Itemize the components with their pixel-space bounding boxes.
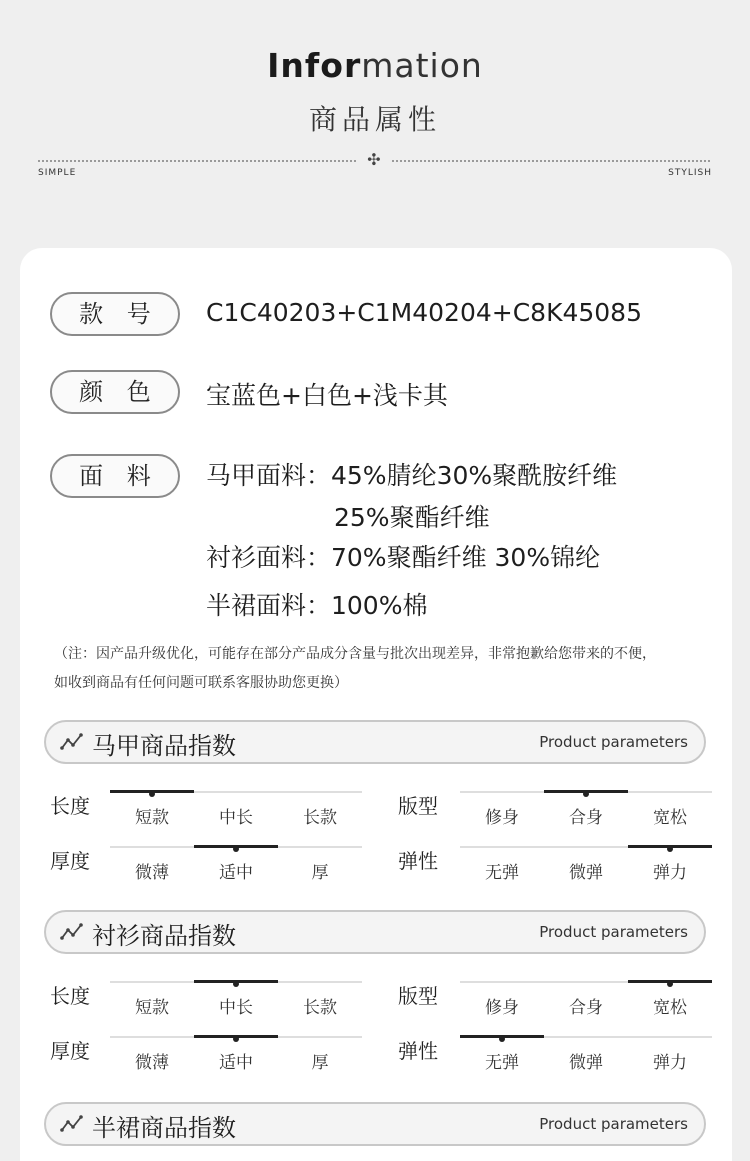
param-label: 长度: [50, 794, 90, 818]
page-title: [0, 46, 750, 85]
scale-option-selected: [194, 1036, 278, 1076]
section-title: 半裙商品指数: [92, 1114, 236, 1142]
scale-option-label: 合身: [569, 998, 603, 1018]
scale-option-label: 长款: [303, 998, 337, 1018]
scale-option: [460, 981, 544, 1021]
param-label: 弹性: [398, 1039, 438, 1063]
section-header-vest: [44, 720, 706, 764]
page-subtitle: 商品属性: [308, 103, 441, 136]
scale-option-label: 适中: [219, 863, 253, 883]
scale-option-label: 长款: [303, 808, 337, 828]
param-scale: [460, 846, 712, 886]
scale-option: [278, 846, 362, 886]
fabric-line: 半裙面料：100%棉: [206, 591, 428, 620]
style-number-value: C1C40203+C1M40204+C8K45085: [206, 298, 642, 327]
scale-option: [194, 791, 278, 831]
scale-option: [460, 846, 544, 886]
scale-option-label: 厚: [311, 1053, 329, 1073]
scale-option-selected: [628, 846, 712, 886]
section-title: 马甲商品指数: [92, 732, 236, 760]
scale-option-label: 无弹: [485, 863, 519, 883]
trend-line-icon: [60, 922, 84, 942]
scale-option-label: 适中: [219, 1053, 253, 1073]
scale-option-selected: [194, 981, 278, 1021]
scale-option-selected: [628, 981, 712, 1021]
scale-option-selected: [460, 1036, 544, 1076]
stylish-tag: STYLISH: [668, 168, 712, 178]
param-scale: [460, 981, 712, 1021]
section-header-skirt: [44, 1102, 706, 1146]
scale-option: [544, 981, 628, 1021]
scale-option-label: 短款: [135, 808, 169, 828]
scale-option: [110, 981, 194, 1021]
divider-right: [392, 160, 710, 162]
color-value: 宝蓝色+白色+浅卡其: [206, 381, 448, 410]
scale-option: [544, 846, 628, 886]
scale-option-selected: [194, 846, 278, 886]
param-label: 弹性: [398, 849, 438, 873]
scale-option-label: 修身: [485, 998, 519, 1018]
scale-option-label: 宽松: [653, 998, 687, 1018]
scale-option-label: 弹力: [653, 863, 687, 883]
scale-option: [628, 791, 712, 831]
scale-option: [278, 791, 362, 831]
section-subtitle: Product parameters: [539, 1115, 688, 1133]
param-scale: [110, 791, 362, 831]
param-label: 厚度: [50, 1039, 90, 1063]
scale-option: [544, 1036, 628, 1076]
fabric-line: 马甲面料：45%腈纶30%聚酰胺纤维: [206, 461, 618, 490]
trend-line-icon: [60, 1114, 84, 1134]
scale-option-label: 无弹: [485, 1053, 519, 1073]
section-subtitle: Product parameters: [539, 733, 688, 751]
scale-option-label: 微薄: [135, 1053, 169, 1073]
param-scale: [460, 791, 712, 831]
scale-option-selected: [110, 791, 194, 831]
scale-option-label: 中长: [219, 808, 253, 828]
info-card: [20, 248, 732, 1161]
fabric-line: 25%聚酯纤维: [334, 503, 490, 532]
fabric-line: 衬衫面料：70%聚酯纤维 30%锦纶: [206, 543, 601, 572]
param-scale: [110, 981, 362, 1021]
title-light-part: mation: [361, 46, 483, 85]
style-number-label: 款 号: [50, 292, 180, 336]
divider-left: [38, 160, 356, 162]
param-label: 版型: [398, 984, 438, 1008]
param-scale: [460, 1036, 712, 1076]
scale-option: [110, 846, 194, 886]
scale-option: [278, 1036, 362, 1076]
color-label: 颜 色: [50, 370, 180, 414]
param-label: 厚度: [50, 849, 90, 873]
scale-option-label: 中长: [219, 998, 253, 1018]
scale-option-selected: [544, 791, 628, 831]
fabric-label: 面 料: [50, 454, 180, 498]
param-scale: [110, 846, 362, 886]
scale-option-label: 合身: [569, 808, 603, 828]
title-bold-part: Infor: [267, 46, 362, 85]
scale-option-label: 宽松: [653, 808, 687, 828]
scale-option: [628, 1036, 712, 1076]
param-scale: [110, 1036, 362, 1076]
scale-option-label: 微薄: [135, 863, 169, 883]
note-line: 如收到商品有任何问题可联系客服协助您更换）: [54, 675, 348, 691]
scale-option-label: 修身: [485, 808, 519, 828]
param-label: 版型: [398, 794, 438, 818]
section-header-shirt: [44, 910, 706, 954]
scale-option: [110, 1036, 194, 1076]
simple-tag: SIMPLE: [38, 168, 77, 178]
scale-option-label: 厚: [311, 863, 329, 883]
cross-ornament-icon: ✣: [367, 150, 381, 169]
scale-option: [460, 791, 544, 831]
scale-option-label: 短款: [135, 998, 169, 1018]
scale-option-label: 微弹: [569, 863, 603, 883]
trend-line-icon: [60, 732, 84, 752]
scale-option: [278, 981, 362, 1021]
scale-option-label: 弹力: [653, 1053, 687, 1073]
section-title: 衬衫商品指数: [92, 922, 236, 950]
section-subtitle: Product parameters: [539, 923, 688, 941]
note-line: （注：因产品升级优化，可能存在部分产品成分含量与批次出现差异，非常抱歉给您带来的不便，: [54, 646, 656, 662]
scale-option-label: 微弹: [569, 1053, 603, 1073]
param-label: 长度: [50, 984, 90, 1008]
